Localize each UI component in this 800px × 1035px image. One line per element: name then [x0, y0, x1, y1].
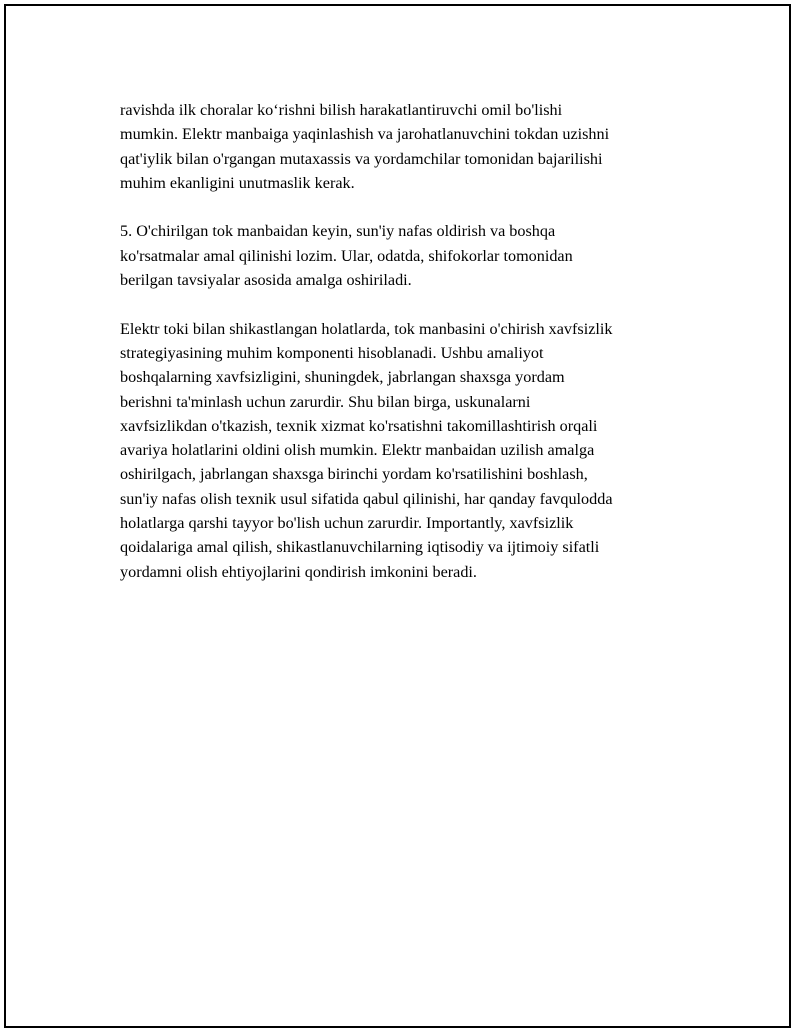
- text-line: yordamni olish ehtiyojlarini qondirish imkonini beradi.: [120, 562, 477, 581]
- paragraph-1: [120, 98, 692, 195]
- document-page: [4, 4, 791, 1028]
- text-line: Elektr toki bilan shikastlangan holatlarda, tok manbasini o'chirish xavfsizlik: [120, 319, 613, 338]
- text-line: qoidalariga amal qilish, shikastlanuvchilarning iqtisodiy va ijtimoiy sifatli: [120, 538, 600, 557]
- paragraph-2: [120, 219, 692, 292]
- text-line: mumkin. Elektr manbaiga yaqinlashish va jarohatlanuvchini tokdan uzishni: [120, 125, 610, 144]
- text-line: oshirilgach, jabrlangan shaxsga birinchi yordam ko'rsatilishini boshlash,: [120, 465, 588, 484]
- text-line: qat'iylik bilan o'rgangan mutaxassis va yordamchilar tomonidan bajarilishi: [120, 149, 603, 168]
- text-line: ko'rsatmalar amal qilinishi lozim. Ular, odatda, shifokorlar tomonidan: [120, 246, 573, 265]
- text-line: boshqalarning xavfsizligini, shuningdek, jabrlangan shaxsga yordam: [120, 368, 565, 387]
- text-line: strategiyasining muhim komponenti hisoblanadi. Ushbu amaliyot: [120, 343, 544, 362]
- text-line: xavfsizlikdan o'tkazish, texnik xizmat ko'rsatishni takomillashtirish orqali: [120, 416, 598, 435]
- text-line: berilgan tavsiyalar asosida amalga oshiriladi.: [120, 271, 412, 290]
- paragraph-3: [120, 317, 692, 584]
- text-line: 5. O'chirilgan tok manbaidan keyin, sun'iy nafas oldirish va boshqa: [120, 222, 556, 241]
- text-line: avariya holatlarini oldini olish mumkin. Elektr manbaidan uzilish amalga: [120, 441, 595, 460]
- text-line: berishni ta'minlash uchun zarurdir. Shu bilan birga, uskunalarni: [120, 392, 531, 411]
- text-line: sun'iy nafas olish texnik usul sifatida qabul qilinishi, har qanday favqulodda: [120, 489, 613, 508]
- text-line: muhim ekanligini unutmaslik kerak.: [120, 173, 355, 192]
- text-line: holatlarga qarshi tayyor bo'lish uchun zarurdir. Importantly, xavfsizlik: [120, 514, 574, 533]
- text-line: ravishda ilk choralar koʻrishni bilish harakatlantiruvchi omil bo'lishi: [120, 101, 563, 119]
- document-body: [120, 98, 692, 608]
